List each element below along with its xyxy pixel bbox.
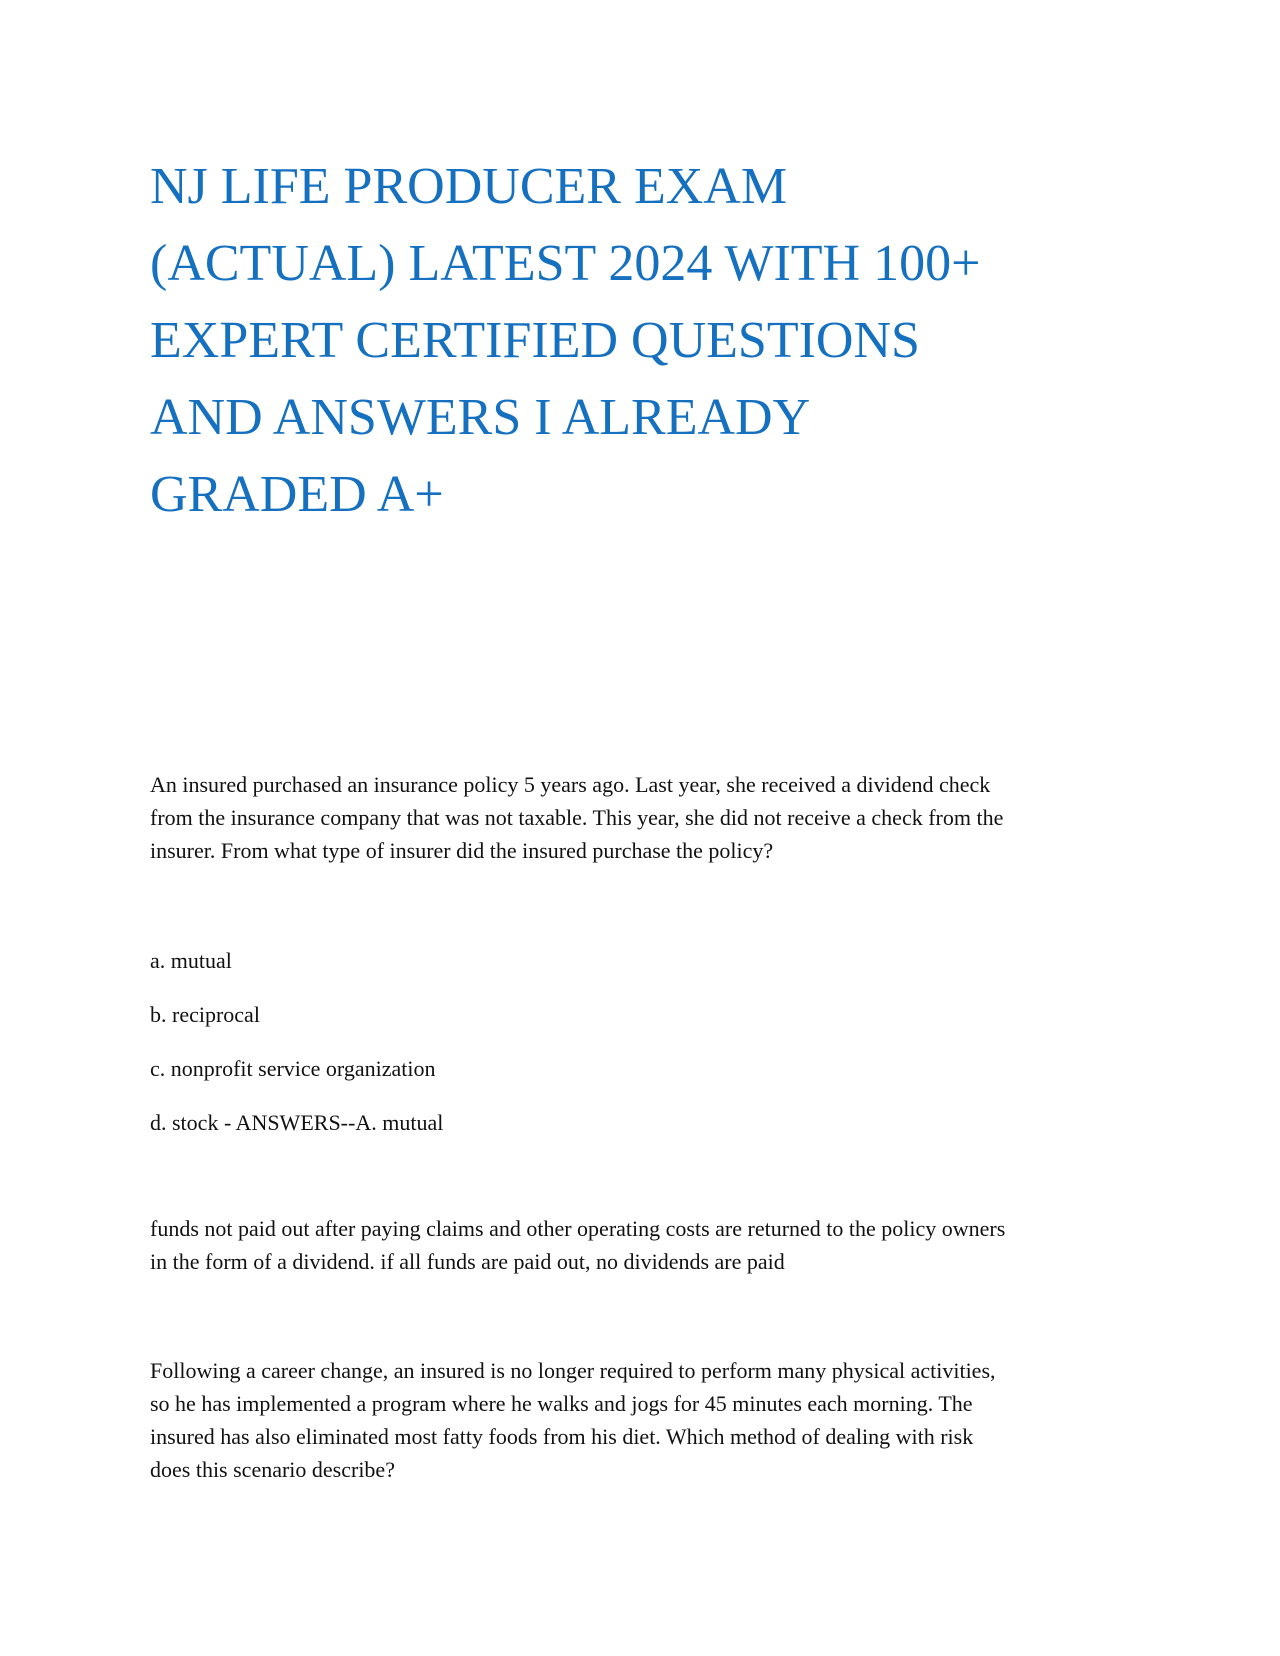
title-line: EXPERT CERTIFIED QUESTIONS [150, 312, 920, 369]
answer-option-d: d. stock - ANSWERS--A. mutual [150, 1110, 444, 1135]
question-2-text [150, 1354, 1130, 1486]
title-line: (ACTUAL) LATEST 2024 WITH 100+ [150, 235, 981, 292]
answer-option-b: b. reciprocal [150, 1002, 260, 1027]
answer-option-c: c. nonprofit service organization [150, 1056, 436, 1081]
question-line: An insured purchased an insurance policy 5 years ago. Last year, she received a dividend check [150, 772, 991, 797]
answer-option-a: a. mutual [150, 948, 232, 973]
question-line: does this scenario describe? [150, 1457, 395, 1482]
answer-explanation [150, 1212, 1130, 1278]
question-line: Following a career change, an insured is no longer required to perform many physical activities, [150, 1358, 996, 1383]
question-line: insured has also eliminated most fatty foods from his diet. Which method of dealing with risk [150, 1424, 974, 1449]
question-line: from the insurance company that was not taxable. This year, she did not receive a check from the [150, 805, 1004, 830]
question-line: so he has implemented a program where he walks and jogs for 45 minutes each morning. The [150, 1391, 973, 1416]
title-line: GRADED A+ [150, 466, 444, 523]
question-1-text [150, 768, 1130, 867]
title-line: NJ LIFE PRODUCER EXAM [150, 158, 788, 215]
explanation-line: funds not paid out after paying claims and other operating costs are returned to the policy owners [150, 1216, 1006, 1241]
document-title [150, 148, 1150, 533]
question-line: insurer. From what type of insurer did the insured purchase the policy? [150, 838, 774, 863]
title-line: AND ANSWERS I ALREADY [150, 389, 811, 446]
explanation-line: in the form of a dividend. if all funds are paid out, no dividends are paid [150, 1249, 785, 1274]
